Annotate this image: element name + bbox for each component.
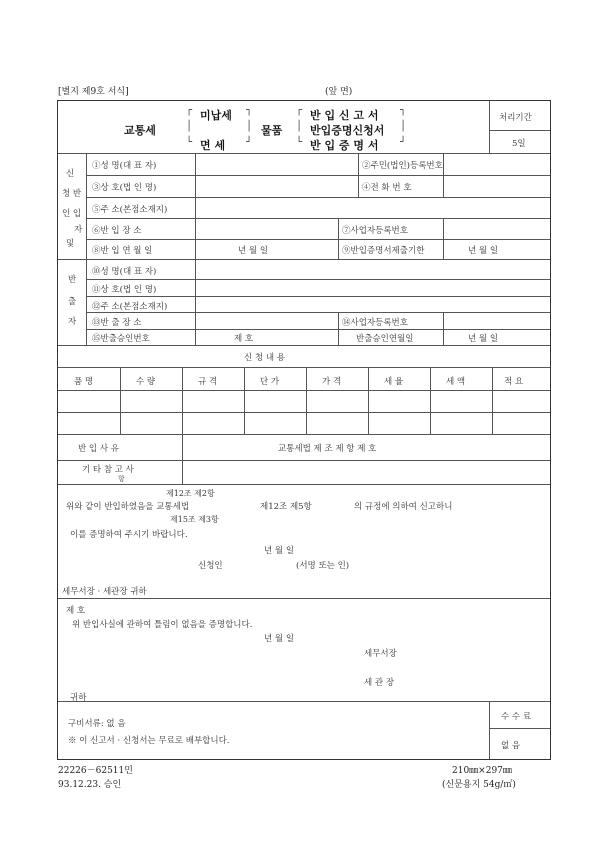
approval-date-label: 반출승인연월일 bbox=[356, 334, 414, 344]
bracket-mid: │ bbox=[296, 121, 303, 132]
import-date-label: ⑧반 입 연 월 일 bbox=[92, 246, 153, 256]
article-12-5: 제12조 제5항 bbox=[260, 502, 312, 512]
bracket-mid: │ bbox=[186, 121, 193, 132]
column-header: 세 율 bbox=[384, 377, 404, 387]
customs-head: 세 관 장 bbox=[364, 678, 395, 688]
column-header: 규 격 bbox=[198, 377, 218, 387]
bracket-mid: │ bbox=[246, 121, 253, 132]
bracket-mid: │ bbox=[400, 121, 407, 132]
bracket-top: ┌ bbox=[296, 105, 303, 116]
certificate-date: 년 월 일 bbox=[264, 634, 295, 644]
shipper-group-label: 자 bbox=[68, 317, 77, 327]
applicant-group-label: 자 bbox=[74, 225, 83, 235]
title-goods: 물품 bbox=[261, 124, 283, 137]
shipper-name-label: ⑩성 명(대 표 자) bbox=[92, 267, 157, 277]
approval-no-label: ⑮반출승인번호 bbox=[92, 334, 150, 344]
column-header: 품 명 bbox=[74, 377, 94, 387]
paper-size: 210㎜×297㎜ bbox=[452, 766, 512, 776]
content-title: 신 청 내 용 bbox=[244, 353, 285, 363]
declaration-addressee: 세무서장 · 세관장 귀하 bbox=[62, 587, 147, 597]
tax-office-head: 세무서장 bbox=[364, 649, 397, 659]
title-doc-request: 반입증명신청서 bbox=[310, 124, 385, 137]
column-header: 단 가 bbox=[260, 377, 280, 387]
column-header: 수 량 bbox=[136, 377, 156, 387]
fee-label: 수 수 료 bbox=[501, 712, 532, 722]
applicant-address-label: ⑤주 소(본점소재지) bbox=[92, 205, 168, 215]
approval-no-value: 제 호 bbox=[234, 334, 254, 344]
signature-placeholder: (서명 또는 인) bbox=[296, 561, 350, 571]
title-option-unpaid: 미납세 bbox=[200, 109, 232, 122]
bracket-top: ┌ bbox=[186, 105, 193, 116]
title-tax-name: 교통세 bbox=[124, 124, 156, 137]
bracket-bot: ┘ bbox=[246, 137, 253, 148]
remarks-label: 기 타 참 고 사 bbox=[82, 465, 134, 475]
fee-value: 없 음 bbox=[501, 741, 521, 751]
cert-deadline-label: ⑨반입증명서제출기한 bbox=[342, 246, 425, 256]
bracket-bot: └ bbox=[186, 137, 193, 148]
applicant-company-label: ③상 호(법 인 명) bbox=[92, 183, 157, 193]
column-header: 세 액 bbox=[446, 377, 466, 387]
page-side-label: (앞 면) bbox=[325, 87, 353, 97]
applicant-reg-no-label: ②주민(법인)등록번호 bbox=[362, 161, 443, 171]
applicant-phone-label: ④전 화 번 호 bbox=[362, 183, 412, 193]
bracket-bot: ┘ bbox=[400, 137, 407, 148]
processing-value: 5일 bbox=[512, 139, 526, 149]
column-header: 가 격 bbox=[322, 377, 342, 387]
free-distribution-note: ※ 이 신고서 · 신청서는 무료로 배부합니다. bbox=[68, 736, 230, 746]
applicant-group-label: 신 bbox=[66, 169, 75, 179]
applicant-sign-label: 신청인 bbox=[198, 561, 223, 571]
bracket-top: ┐ bbox=[246, 105, 253, 116]
applicant-group-label: 인 입 bbox=[62, 209, 82, 219]
reason-value: 교통세법 제 조 제 항 제 호 bbox=[278, 444, 377, 454]
bracket-top: ┐ bbox=[400, 105, 407, 116]
export-place-label: ⑬반 출 장 소 bbox=[92, 318, 142, 328]
approval-date: 93.12.23. 승인 bbox=[58, 780, 122, 790]
title-doc-certificate: 반 입 증 명 서 bbox=[310, 139, 379, 152]
declaration-date: 년 월 일 bbox=[264, 546, 295, 556]
cert-deadline-value: 년 월 일 bbox=[468, 246, 499, 256]
title-doc-report: 반 입 신 고 서 bbox=[310, 109, 379, 122]
shipper-biz-no-label: ⑭사업자등록번호 bbox=[342, 318, 408, 328]
import-place-label: ⑥반 입 장 소 bbox=[92, 226, 142, 236]
applicant-group-label: 및 bbox=[66, 239, 75, 249]
form-code: 22226－62511민 bbox=[58, 766, 133, 776]
import-date-value: 년 월 일 bbox=[238, 246, 269, 256]
paper-type: (신문용지 54g/㎡) bbox=[442, 780, 516, 790]
declaration-line-a: 위와 같이 반입하였음을 교통세법 bbox=[66, 502, 190, 512]
certificate-text: 위 반입사실에 관하여 틀림이 없음을 증명합니다. bbox=[72, 620, 253, 630]
shipper-group-label: 출 bbox=[68, 297, 77, 307]
column-header: 적 요 bbox=[504, 377, 524, 387]
required-documents: 구비서류: 없 음 bbox=[68, 719, 126, 729]
declaration-line-b: 의 규정에 의하여 신고하니 bbox=[354, 502, 453, 512]
certificate-addressee: 귀하 bbox=[70, 693, 87, 703]
applicant-group-label: 청 반 bbox=[62, 189, 82, 199]
applicant-biz-no-label: ⑦사업자등록번호 bbox=[342, 226, 408, 236]
reason-label: 반 입 사 유 bbox=[78, 444, 119, 454]
article-12-2: 제12조 제2항 bbox=[166, 489, 215, 498]
shipper-address-label: ⑫주 소(본점소재지) bbox=[92, 302, 168, 312]
form-table bbox=[57, 100, 551, 760]
article-15-3: 제15조 제3항 bbox=[170, 515, 219, 524]
certificate-number: 제 호 bbox=[66, 606, 86, 616]
applicant-name-label: ①성 명(대 표 자) bbox=[92, 161, 157, 171]
approval-date-value: 년 월 일 bbox=[468, 334, 499, 344]
title-option-exempt: 면 세 bbox=[200, 139, 226, 152]
shipper-group-label: 반 bbox=[68, 275, 77, 285]
shipper-company-label: ⑪상 호(법 인 명) bbox=[92, 285, 157, 295]
processing-label: 처리기간 bbox=[499, 113, 532, 123]
form-number: [별지 제9호 서식] bbox=[58, 87, 129, 97]
bracket-bot: └ bbox=[296, 137, 303, 148]
declaration-line-c: 이를 증명하여 주시기 바랍니다. bbox=[70, 530, 188, 540]
remarks-label-suffix: 항 bbox=[118, 475, 125, 483]
